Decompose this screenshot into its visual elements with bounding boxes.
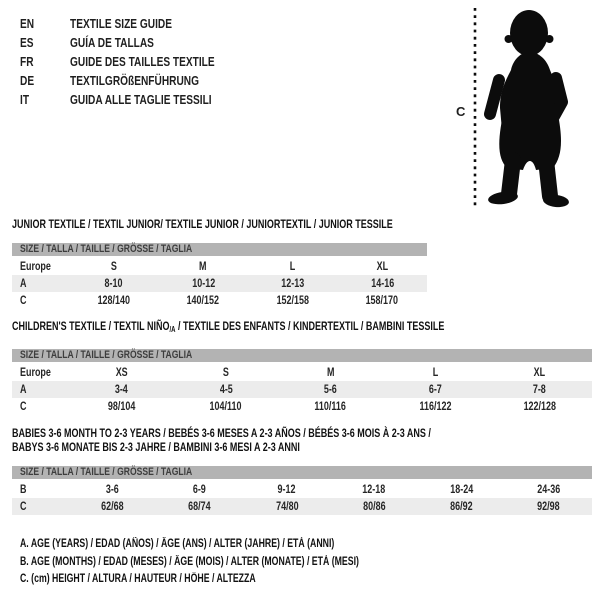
section-title-segment: BABYS 3-6 MONATE BIS 2-3 JAHRE / BAMBINI 3-6 MESI A 2-3 ANNI (12, 440, 300, 454)
row-label: B (20, 483, 27, 496)
language-title: GUIDE DES TAILLES TEXTILE (70, 54, 215, 69)
size-value: 10-12 (191, 277, 215, 290)
language-row (20, 33, 255, 52)
table-size-header-label: SIZE / TALLA / TAILLE / GRÖSSE / TAGLIA (20, 243, 193, 255)
row-label: Europe (20, 260, 51, 273)
size-value: 3-4 (114, 383, 128, 396)
size-value-cell (278, 384, 383, 396)
size-value: XL (376, 260, 388, 273)
size-value: S (110, 260, 117, 273)
table-size-header (12, 243, 427, 256)
junior-size-table (12, 243, 427, 309)
table-row (12, 481, 592, 498)
size-value-cell (174, 401, 279, 413)
table-row (12, 364, 592, 381)
babies-size-table (12, 466, 592, 515)
footnote-line: C. (cm) HEIGHT / ALTURA / HAUTEUR / HÖHE / ALTEZZA (20, 573, 256, 585)
size-value: 3-6 (106, 483, 120, 496)
table-size-header-label: SIZE / TALLA / TAILLE / GRÖSSE / TAGLIA (20, 349, 193, 361)
table-row (12, 275, 427, 292)
size-value-cell (174, 384, 279, 396)
size-value-cell (69, 484, 156, 496)
section-title-segment: / TEXTILE DES ENFANTS / KINDERTEXTIL / BAMBINI TESSILE (175, 319, 445, 333)
table-rows (12, 481, 592, 515)
language-row (20, 71, 255, 90)
table-row (12, 258, 427, 275)
size-value: 7-8 (533, 383, 547, 396)
childrens-textile-section (12, 319, 592, 415)
size-value-cell (243, 484, 330, 496)
size-value-cell (156, 484, 243, 496)
section-title (12, 319, 447, 337)
table-row (12, 292, 427, 309)
height-label-c: C (456, 104, 466, 119)
baby-silhouette-icon (487, 10, 569, 208)
size-value-cell (505, 501, 592, 513)
size-value-cell (383, 401, 488, 413)
size-value-cell (69, 278, 159, 290)
size-value-cell (248, 295, 338, 307)
row-label-cell (12, 261, 69, 273)
size-value: 6-7 (428, 383, 442, 396)
size-value: 68/74 (188, 500, 211, 513)
size-value: 116/122 (419, 400, 452, 413)
language-title: GUIDA ALLE TAGLIE TESSILI (70, 92, 212, 107)
size-value: 152/158 (276, 294, 309, 307)
row-label: A (20, 277, 27, 290)
childrens-size-table (12, 349, 592, 415)
size-value-cell (487, 384, 592, 396)
table-row (12, 498, 592, 515)
size-value-cell (338, 278, 428, 290)
language-header (20, 14, 255, 109)
language-code: DE (20, 73, 35, 88)
section-title (12, 217, 393, 231)
size-value: 18-24 (449, 483, 473, 496)
size-value-cell (331, 501, 418, 513)
section-title-segment: CHILDREN'S TEXTILE / TEXTIL NIÑO (12, 319, 170, 333)
language-code: ES (20, 35, 34, 50)
row-label-cell (12, 278, 69, 290)
size-value: 12-13 (281, 277, 305, 290)
row-label: C (20, 294, 27, 307)
size-value: 6-9 (193, 483, 207, 496)
size-value: 80/86 (362, 500, 386, 513)
size-value-cell (338, 261, 428, 273)
table-row (12, 381, 592, 398)
size-value-cell (159, 295, 249, 307)
size-value: 24-36 (536, 483, 560, 496)
size-value: 140/152 (187, 294, 220, 307)
size-value: 92/98 (537, 500, 560, 513)
language-code: FR (20, 54, 34, 69)
row-label-cell (12, 384, 69, 396)
size-value: 5-6 (324, 383, 337, 396)
size-value: 12-18 (362, 483, 386, 496)
table-size-header (12, 466, 592, 479)
size-value: 122/128 (523, 400, 556, 413)
language-code: EN (20, 16, 35, 31)
size-value-cell (69, 367, 174, 379)
footnote-line: A. AGE (YEARS) / EDAD (AÑOS) / ÂGE (ANS) / ALTER (JAHRE) / ETÀ (ANNI) (20, 538, 335, 550)
size-value-cell (487, 401, 592, 413)
table-size-header-label: SIZE / TALLA / TAILLE / GRÖSSE / TAGLIA (20, 466, 193, 478)
row-label-cell (12, 367, 69, 379)
row-label-cell (12, 401, 69, 413)
size-value: 62/68 (101, 500, 124, 513)
babies-textile-section (12, 426, 592, 515)
size-value-cell (69, 295, 159, 307)
size-value: XS (115, 366, 128, 379)
size-value: M (326, 366, 335, 379)
size-value: 4-5 (219, 383, 233, 396)
size-value-cell (174, 367, 279, 379)
size-value: 9-12 (277, 483, 296, 496)
row-label-cell (12, 501, 69, 513)
size-value-cell (418, 484, 505, 496)
language-title: TEXTILGRÖßENFÜHRUNG (70, 73, 200, 88)
row-label-cell (12, 295, 69, 307)
size-value-cell (156, 501, 243, 513)
junior-textile-section (12, 217, 427, 309)
section-title-segment: BABIES 3-6 MONTH TO 2-3 YEARS / BEBÉS 3-6 MESES A 2-3 AÑOS / BÉBÉS 3-6 MOIS À 2-3 ANS / (12, 426, 431, 440)
row-label: C (20, 400, 27, 413)
language-row (20, 14, 255, 33)
row-label: Europe (20, 366, 51, 379)
table-rows (12, 258, 427, 309)
section-title-segment: JUNIOR TEXTILE / TEXTIL JUNIOR/ TEXTILE JUNIOR / JUNIORTEXTIL / JUNIOR TESSILE (12, 217, 393, 231)
size-value: 158/170 (366, 294, 399, 307)
size-value: 98/104 (107, 400, 136, 413)
table-size-header (12, 349, 592, 362)
size-value-cell (331, 484, 418, 496)
size-value: 104/110 (209, 400, 242, 413)
size-value: 128/140 (97, 294, 130, 307)
size-value-cell (338, 295, 428, 307)
size-value-cell (69, 401, 174, 413)
size-value-cell (383, 384, 488, 396)
footnote-line: B. AGE (MONTHS) / EDAD (MESES) / ÂGE (MOIS) / ALTER (MONATE) / ETÀ (MESI) (20, 555, 359, 568)
size-value-cell (243, 501, 330, 513)
section-title-segment: /A (169, 325, 176, 334)
size-value: 14-16 (370, 277, 394, 290)
size-value: 74/80 (275, 500, 299, 513)
size-value: XL (533, 366, 546, 379)
language-row (20, 90, 255, 109)
size-value: M (199, 260, 207, 273)
size-value: 86/92 (450, 500, 473, 513)
size-value-cell (278, 401, 383, 413)
language-row (20, 52, 255, 71)
row-label: A (20, 383, 27, 396)
size-value: S (222, 366, 229, 379)
table-rows (12, 364, 592, 415)
row-label-cell (12, 484, 69, 496)
size-value-cell (278, 367, 383, 379)
size-value-cell (159, 278, 249, 290)
size-value-cell (159, 261, 249, 273)
size-value-cell (69, 501, 156, 513)
size-value: L (432, 366, 438, 379)
size-value-cell (487, 367, 592, 379)
language-title: GUÍA DE TALLAS (70, 35, 154, 50)
size-value-cell (248, 278, 338, 290)
baby-silhouette-figure (465, 5, 595, 212)
size-value: L (290, 260, 296, 273)
size-value-cell (418, 501, 505, 513)
row-label: C (20, 500, 27, 513)
language-code: IT (20, 92, 30, 107)
footnotes (20, 536, 466, 589)
size-value-cell (505, 484, 592, 496)
table-row (12, 398, 592, 415)
section-title (12, 426, 447, 454)
size-value: 8-10 (104, 277, 123, 290)
size-value-cell (69, 261, 159, 273)
size-value-cell (383, 367, 488, 379)
size-value-cell (69, 384, 174, 396)
size-value-cell (248, 261, 338, 273)
language-title: TEXTILE SIZE GUIDE (70, 16, 172, 31)
size-value: 110/116 (314, 400, 347, 413)
